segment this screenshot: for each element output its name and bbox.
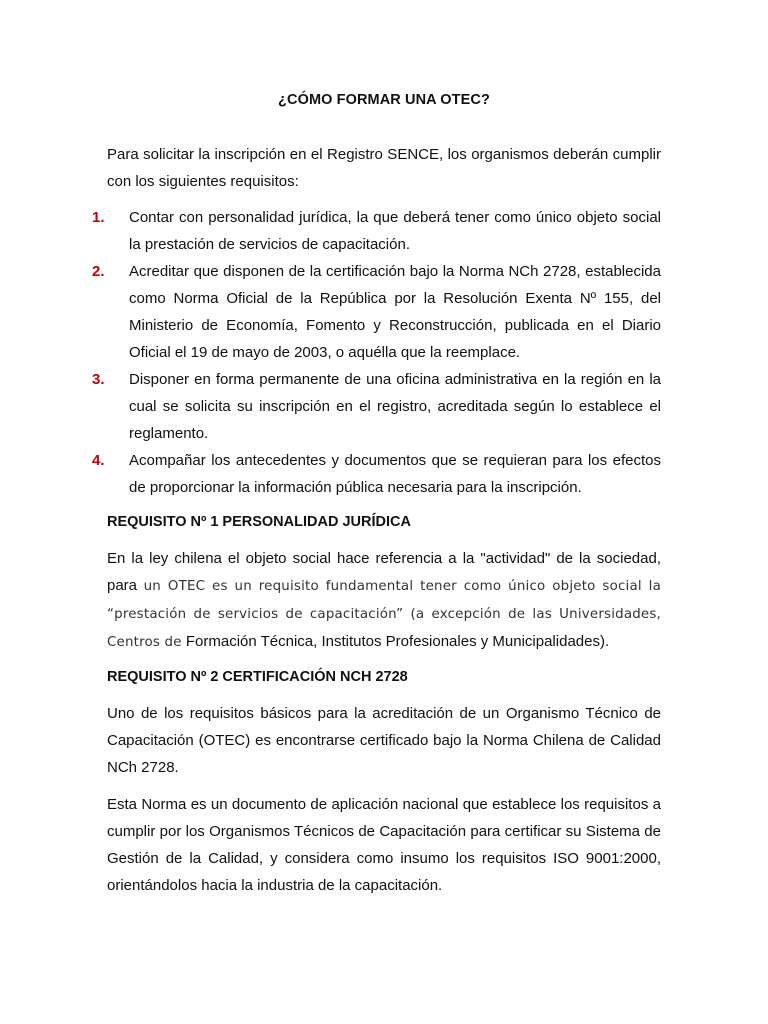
- section1-paragraph: [107, 545, 661, 656]
- section1-text-part2: un OTEC es un requisito fundamental tener como único objeto social la “prestación de servicios de capacitación” (a excepción de las Universidades, Centros de: [107, 579, 661, 650]
- list-number: 1.: [92, 209, 105, 226]
- section-heading-requisito-2: REQUISITO Nº 2 CERTIFICACIÓN NCH 2728: [107, 669, 408, 685]
- section1-text-part1: En la ley chilena el objeto social hace referencia a la "actividad" de la sociedad, para: [107, 550, 661, 594]
- section1-text-part3: Formación Técnica, Institutos Profesionales y Municipalidades).: [185, 633, 610, 650]
- section2-paragraph-2: Esta Norma es un documento de aplicación nacional que establece los requisitos a cumplir por los Organismos Técnicos de Capacitación para certificar su Sistema de Gestión de la Calidad, y considera como insumo los requisitos ISO 9001:2000, orientándolos hacia la industria de la capacitación.: [107, 796, 661, 894]
- section-heading-requisito-1: REQUISITO Nº 1 PERSONALIDAD JURÍDICA: [107, 514, 411, 530]
- list-item: [0, 258, 661, 366]
- list-item-text: Disponer en forma permanente de una oficina administrativa en la región en la cual se solicita su inscripción en el registro, acreditada según lo establece el reglamento.: [129, 371, 661, 442]
- list-item: [0, 366, 661, 447]
- list-item-text: Acreditar que disponen de la certificación bajo la Norma NCh 2728, establecida como Norma Oficial de la República por la Resolución Exenta Nº 155, del Ministerio de Economía, Fomento y Reconstrucción, publicada en el Diario Oficial el 19 de mayo de 2003, o aquélla que la reemplace.: [129, 263, 661, 361]
- intro-paragraph: Para solicitar la inscripción en el Registro SENCE, los organismos deberán cumplir con los siguientes requisitos:: [107, 146, 661, 190]
- list-item-text: Acompañar los antecedentes y documentos que se requieran para los efectos de proporcionar la información pública necesaria para la inscripción.: [129, 452, 661, 496]
- list-number: 2.: [92, 263, 105, 280]
- list-item: [0, 204, 661, 258]
- requirements-list: [0, 204, 768, 501]
- document-title: ¿CÓMO FORMAR UNA OTEC?: [278, 92, 490, 108]
- list-item: [0, 447, 661, 501]
- list-item-text: Contar con personalidad jurídica, la que deberá tener como único objeto social la prestación de servicios de capacitación.: [129, 209, 661, 253]
- list-number: 4.: [92, 452, 105, 469]
- section2-paragraph-1: Uno de los requisitos básicos para la acreditación de un Organismo Técnico de Capacitación (OTEC) es encontrarse certificado bajo la Norma Chilena de Calidad NCh 2728.: [107, 705, 661, 776]
- list-number: 3.: [92, 371, 105, 388]
